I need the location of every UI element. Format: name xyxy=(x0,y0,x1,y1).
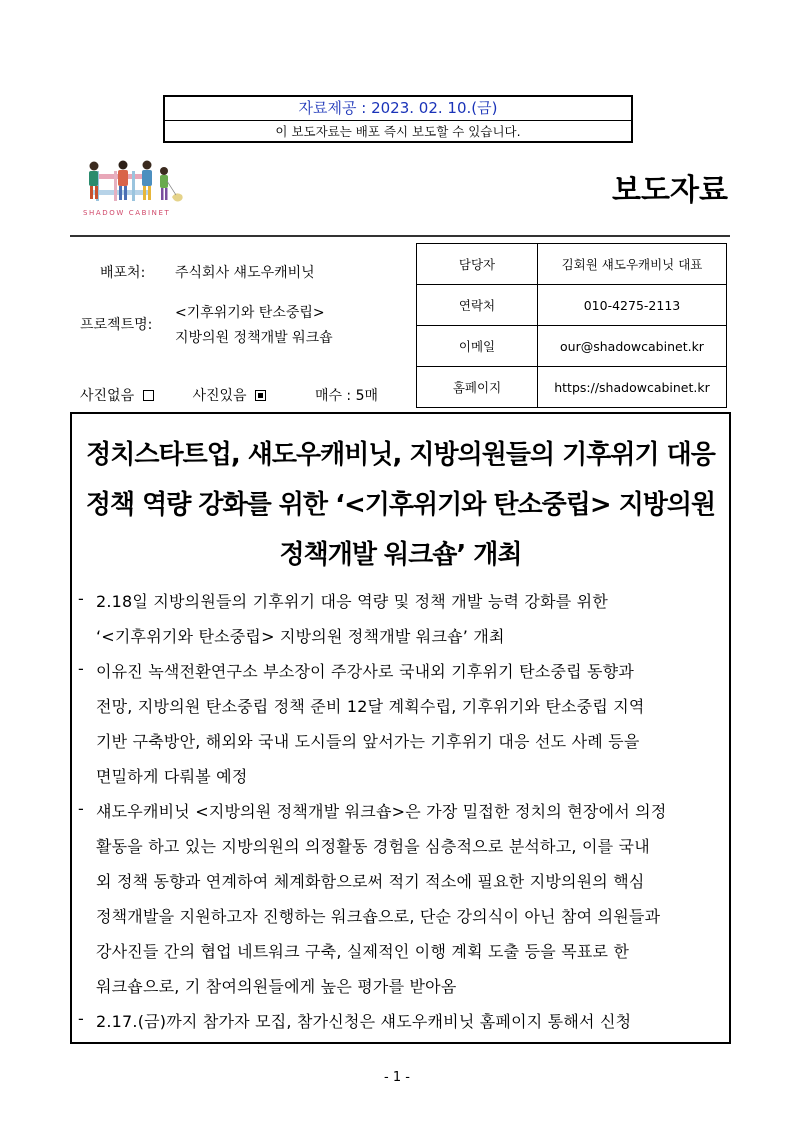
bullet4-line1: 2.17.(금)까지 참가자 모집, 참가신청은 섀도우캐비닛 홈페이지 통해서 신청 xyxy=(96,1012,632,1031)
contact-key: 연락처 xyxy=(417,285,538,326)
photo-status-row xyxy=(80,385,378,405)
contact-key: 이메일 xyxy=(417,326,538,367)
contact-email[interactable]: our@shadowcabinet.kr xyxy=(538,326,727,367)
headline-line2: 정책 역량 강화를 위한 ‘<기후위기와 탄소중립> 지방의원 xyxy=(85,490,716,520)
photo-yes-label: 사진있음 xyxy=(192,388,247,404)
page-count: 매수 : 5매 xyxy=(314,388,379,404)
table-row xyxy=(417,244,727,285)
bullet1-line2: ‘<기후위기와 탄소중립> 지방의원 정책개발 워크숍’ 개최 xyxy=(96,627,505,646)
table-row xyxy=(417,367,727,408)
release-note: 이 보도자료는 배포 즉시 보도할 수 있습니다. xyxy=(275,124,521,139)
bullet2-line3: 기반 구축방안, 해외와 국내 도시들의 앞서가는 기후위기 대응 선도 사례 등을 xyxy=(96,732,640,751)
table-row xyxy=(417,285,727,326)
page-number: - 1 - xyxy=(384,1070,410,1085)
project-name-line1: <기후위기와 탄소중립> xyxy=(175,305,325,321)
logo-wordmark: SHADOW CABINET xyxy=(83,209,171,217)
project-label: 프로젝트명: xyxy=(80,317,153,333)
distributor-value: 주식회사 섀도우캐비닛 xyxy=(175,265,315,281)
bullet-dash: - xyxy=(78,589,84,608)
photo-yes-checkbox xyxy=(255,390,266,401)
bullet3-line3: 외 정책 동향과 연계하여 체계화함으로써 적기 적소에 필요한 지방의원의 핵심 xyxy=(96,872,645,891)
bullet1-line1: 2.18일 지방의원들의 기후위기 대응 역량 및 정책 개발 능력 강화를 위한 xyxy=(96,592,608,611)
contact-value: 010-4275-2113 xyxy=(538,285,727,326)
photo-none-checkbox xyxy=(143,390,154,401)
release-box xyxy=(163,95,633,143)
bullet3-line6: 워크숍으로, 기 참여의원들에게 높은 평가를 받아옴 xyxy=(96,977,457,996)
bullet2-line1: 이유진 녹색전환연구소 부소장이 주강사로 국내외 기후위기 탄소중립 동향과 xyxy=(96,662,634,681)
photo-none-label: 사진없음 xyxy=(80,388,135,404)
table-row xyxy=(417,326,727,367)
contact-key: 담당자 xyxy=(417,244,538,285)
header-divider xyxy=(70,235,730,237)
bullet-dash: - xyxy=(78,799,84,818)
contact-table xyxy=(416,243,727,408)
headline-line3: 정책개발 워크숍’ 개최 xyxy=(279,540,522,570)
contact-homepage-link[interactable]: https://shadowcabinet.kr xyxy=(538,367,727,408)
bullet3-line1: 섀도우캐비닛 <지방의원 정책개발 워크숍>은 가장 밀접한 정치의 현장에서 의정 xyxy=(96,802,667,821)
bullet-dash: - xyxy=(78,659,84,678)
bullet2-line4: 면밀하게 다뤄볼 예정 xyxy=(96,767,248,786)
document-type-title: 보도자료 xyxy=(612,173,728,208)
distributor-label: 배포처: xyxy=(100,265,146,281)
bullet3-line2: 활동을 하고 있는 지방의원의 의정활동 경험을 심층적으로 분석하고, 이를 국내 xyxy=(96,837,650,856)
bullet-dash: - xyxy=(78,1009,84,1028)
contact-key: 홈페이지 xyxy=(417,367,538,408)
bullet3-line5: 강사진들 간의 협업 네트워크 구축, 실제적인 이행 계획 도출 등을 목표로 한 xyxy=(96,942,630,961)
bullet2-line2: 전망, 지방의원 탄소중립 정책 준비 12달 계획수립, 기후위기와 탄소중립 지역 xyxy=(96,697,645,716)
project-name-line2: 지방의원 정책개발 워크숍 xyxy=(175,330,333,346)
release-date: 자료제공 : 2023. 02. 10.(금) xyxy=(165,97,631,121)
bullet3-line4: 정책개발을 지원하고자 진행하는 워크숍으로, 단순 강의식이 아닌 참여 의원들과 xyxy=(96,907,661,926)
contact-value: 김회원 섀도우캐비닛 대표 xyxy=(538,244,727,285)
headline-line1: 정치스타트업, 섀도우캐비닛, 지방의원들의 기후위기 대응 xyxy=(86,440,715,470)
